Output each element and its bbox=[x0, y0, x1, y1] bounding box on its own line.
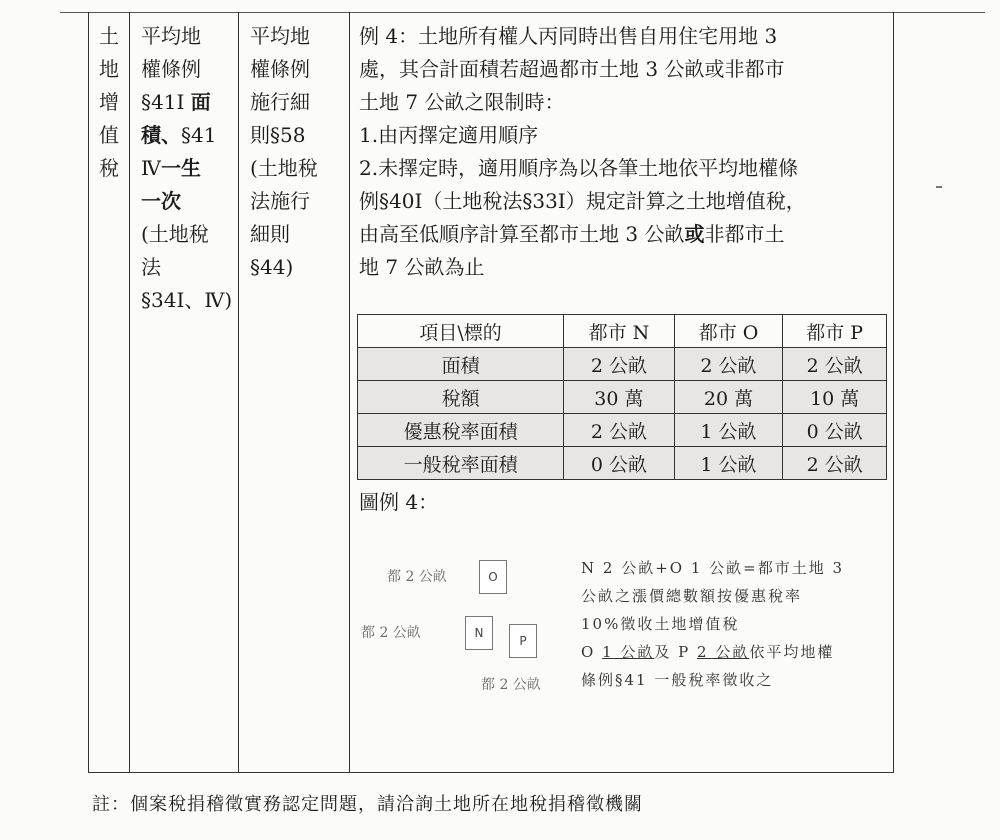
rules-column bbox=[238, 12, 350, 772]
tax-name-char: 地 bbox=[99, 57, 119, 81]
rule-line: 法施行 bbox=[250, 189, 310, 213]
rule-line: §44) bbox=[250, 255, 294, 279]
legend-label-n: 都 2 公畝 bbox=[361, 625, 421, 641]
example-line: 例 4：土地所有權人丙同時出售自用住宅用地 3 bbox=[359, 24, 778, 48]
law-line: 法 bbox=[141, 255, 161, 279]
rules-basis bbox=[250, 20, 318, 284]
table-cell: 一般稅率面積 bbox=[358, 447, 564, 480]
land-parcels-table bbox=[357, 314, 887, 480]
parcel-o-box: O bbox=[479, 560, 507, 594]
parcel-n-box: N bbox=[465, 616, 493, 650]
legend-label-o: 都 2 公畝 bbox=[387, 569, 447, 585]
scan-speck bbox=[936, 186, 942, 188]
table-header: 都市 N bbox=[564, 315, 675, 348]
table-cell: 面積 bbox=[358, 348, 564, 381]
footnote: 註：個案稅捐稽徵實務認定問題，請洽詢土地所在地稅捐稽徵機關 bbox=[92, 794, 643, 815]
law-line: 權條例 bbox=[141, 57, 201, 81]
example-line: 2.未擇定時，適用順序為以各筆土地依平均地權條 bbox=[359, 156, 799, 180]
table-cell: 稅額 bbox=[358, 381, 564, 414]
example-line: 地 7 公畝為止 bbox=[359, 255, 485, 279]
rule-line: (土地稅 bbox=[250, 156, 318, 180]
table-cell: 30 萬 bbox=[564, 381, 675, 414]
example-line: 1.由丙擇定適用順序 bbox=[359, 123, 539, 147]
legend-explanation bbox=[581, 554, 844, 694]
tax-name-char: 增 bbox=[99, 90, 119, 114]
law-line: §41I 面 bbox=[141, 90, 211, 114]
table-cell: 1 公畝 bbox=[674, 447, 783, 480]
legend-label-p: 都 2 公畝 bbox=[481, 677, 541, 693]
law-basis-column bbox=[129, 12, 239, 772]
table-cell: 20 萬 bbox=[674, 381, 783, 414]
legend-title: 圖例 4： bbox=[359, 490, 439, 514]
legend-expl-line: 條例§41 一般稅率徵收之 bbox=[581, 671, 774, 689]
law-line: 積、§41 bbox=[141, 123, 217, 147]
table-header: 都市 P bbox=[783, 315, 887, 348]
law-line: 平均地 bbox=[141, 24, 201, 48]
legend-expl-line: 公畝之漲價總數額按優惠稅率 bbox=[581, 587, 803, 605]
table-cell: 2 公畝 bbox=[783, 447, 887, 480]
table-row bbox=[358, 381, 887, 414]
rule-line: 平均地 bbox=[250, 24, 310, 48]
example-line: 例§40I（土地稅法§33I）規定計算之土地增值稅， bbox=[359, 189, 806, 213]
rule-line: 細則 bbox=[250, 222, 290, 246]
example-line: 由高至低順序計算至都市土地 3 公畝或非都市土 bbox=[359, 222, 785, 246]
legend-expl-line: N 2 公畝+O 1 公畝=都市土地 3 bbox=[581, 559, 845, 577]
law-line: (土地稅 bbox=[141, 222, 209, 246]
tax-name-column bbox=[89, 12, 130, 772]
table-cell: 2 公畝 bbox=[783, 348, 887, 381]
table-cell: 10 萬 bbox=[783, 381, 887, 414]
tax-name bbox=[99, 20, 123, 185]
law-basis bbox=[141, 20, 232, 317]
rule-line: 則§58 bbox=[250, 123, 306, 147]
rule-line: 權條例 bbox=[250, 57, 310, 81]
example-line: 處，其合計面積若超過都市土地 3 公畝或非都市 bbox=[359, 57, 785, 81]
tax-name-char: 值 bbox=[99, 123, 119, 147]
table-cell: 0 公畝 bbox=[564, 447, 675, 480]
table-row bbox=[358, 348, 887, 381]
tax-name-char: 土 bbox=[99, 24, 119, 48]
rule-line: 施行細 bbox=[250, 90, 310, 114]
table-cell: 優惠稅率面積 bbox=[358, 414, 564, 447]
table-cell: 1 公畝 bbox=[674, 414, 783, 447]
table-row bbox=[358, 414, 887, 447]
example-paragraph bbox=[359, 20, 889, 284]
table-header: 都市 O bbox=[674, 315, 783, 348]
table-row bbox=[358, 447, 887, 480]
table-cell: 0 公畝 bbox=[783, 414, 887, 447]
table-cell: 2 公畝 bbox=[564, 348, 675, 381]
parcel-p-box: P bbox=[509, 624, 537, 658]
law-line: Ⅳ一生 bbox=[141, 156, 201, 180]
table-header-row bbox=[358, 315, 887, 348]
tax-name-char: 稅 bbox=[99, 156, 119, 180]
table-cell: 2 公畝 bbox=[674, 348, 783, 381]
legend-expl-line: 10%徵收土地增值稅 bbox=[581, 615, 740, 633]
law-line: 一次 bbox=[141, 189, 181, 213]
tax-table-frame bbox=[88, 12, 894, 773]
example-line: 土地 7 公畝之限制時： bbox=[359, 90, 565, 114]
table-header: 項目\標的 bbox=[358, 315, 564, 348]
law-line: §34I、Ⅳ) bbox=[141, 288, 233, 312]
table-cell: 2 公畝 bbox=[564, 414, 675, 447]
legend-expl-line: O 1 公畝及 P 2 公畝依平均地權 bbox=[581, 643, 835, 661]
